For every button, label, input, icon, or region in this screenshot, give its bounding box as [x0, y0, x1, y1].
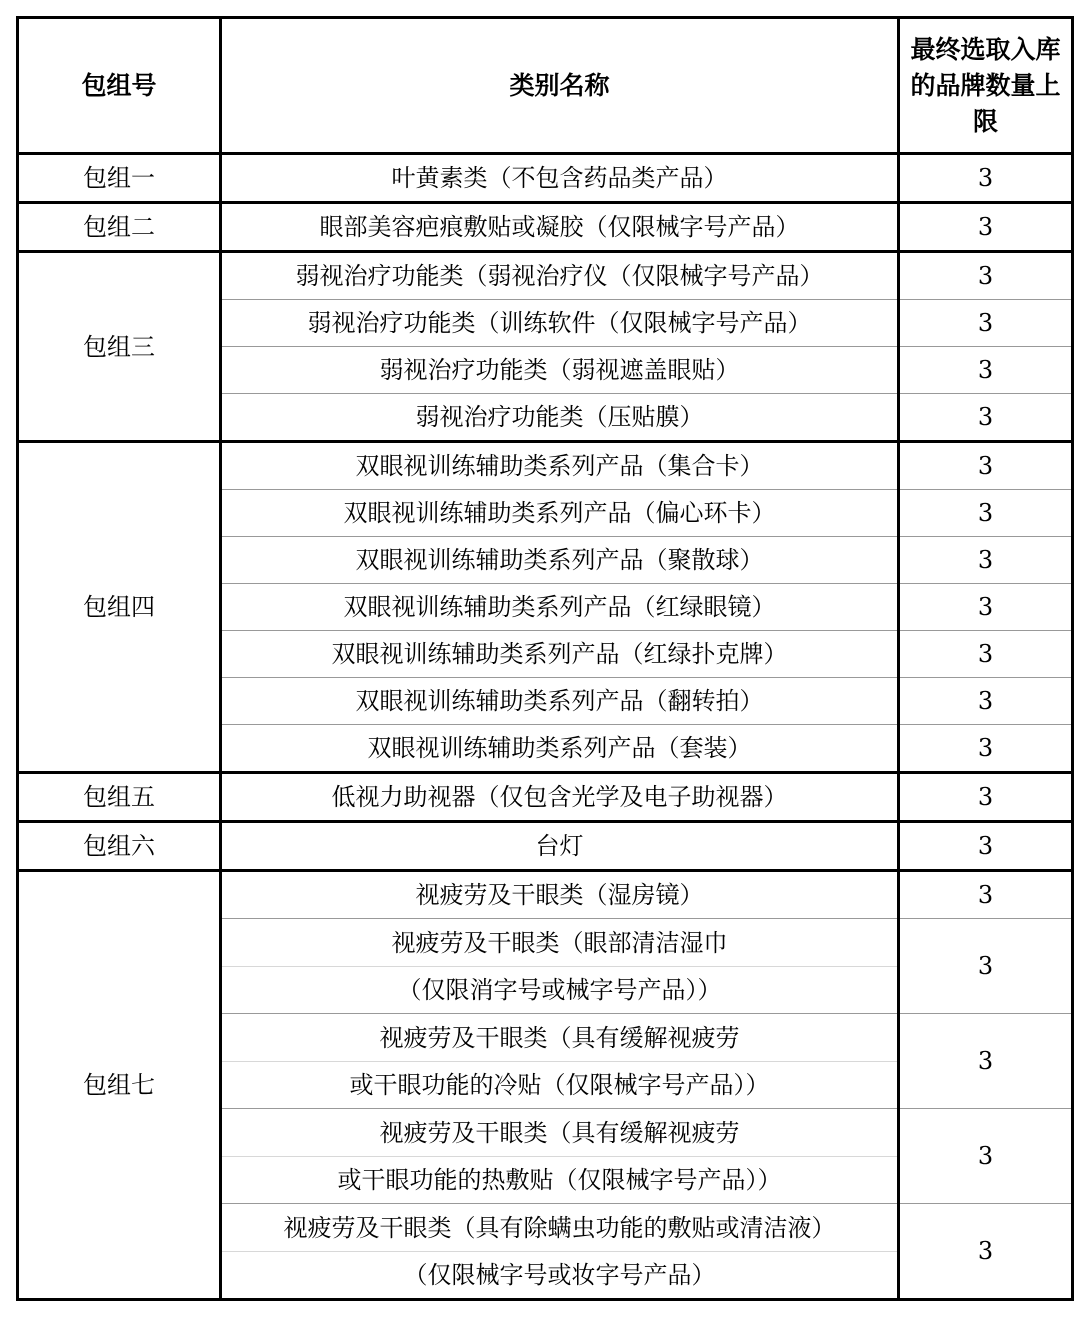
table-header: [18, 18, 1073, 154]
brand-limit-cell: 3: [899, 537, 1073, 584]
category-name-cell: [221, 252, 899, 300]
category-name-cell: [221, 1014, 899, 1109]
category-name-cell: [221, 203, 899, 252]
group-number-cell: 包组一: [18, 154, 221, 203]
brand-limit-table: [16, 16, 1074, 1301]
category-name-line: 或干眼功能的热敷贴（仅限械字号产品））: [222, 1156, 897, 1203]
category-name-line: 视疲劳及干眼类（眼部清洁湿巾: [391, 928, 728, 957]
brand-limit-cell: 3: [899, 394, 1073, 442]
brand-limit-cell: 3: [899, 490, 1073, 537]
category-name-line: 双眼视训练辅助类系列产品（红绿眼镜）: [343, 593, 776, 621]
category-name-line: 双眼视训练辅助类系列产品（偏心环卡）: [343, 499, 776, 527]
brand-limit-cell: 3: [899, 822, 1073, 871]
category-name-line: 视疲劳及干眼类（具有缓解视疲劳: [379, 1118, 740, 1147]
category-name-cell: [221, 347, 899, 394]
category-name-line: 或干眼功能的冷贴（仅限械字号产品））: [222, 1061, 897, 1108]
category-name-line: 双眼视训练辅助类系列产品（红绿扑克牌）: [331, 640, 788, 668]
category-name-line: 双眼视训练辅助类系列产品（套装）: [367, 734, 752, 762]
brand-limit-cell: 3: [899, 919, 1073, 1014]
brand-limit-cell: 3: [899, 1014, 1073, 1109]
category-name-line: 眼部美容疤痕敷贴或凝胶（仅限械字号产品）: [319, 213, 800, 241]
category-name-line: 视疲劳及干眼类（具有除螨虫功能的敷贴或清洁液）: [283, 1213, 836, 1242]
category-name-cell: [221, 919, 899, 1014]
header-brand-limit: 最终选取入库的品牌数量上限: [899, 18, 1073, 154]
table-row: [18, 154, 1073, 203]
category-name-cell: [221, 678, 899, 725]
header-group-number: 包组号: [18, 18, 221, 154]
brand-limit-cell: 3: [899, 1109, 1073, 1204]
brand-limit-cell: 3: [899, 442, 1073, 490]
category-name-line: （仅限械字号或妆字号产品）: [222, 1251, 897, 1298]
table-body: [18, 154, 1073, 1300]
brand-limit-cell: 3: [899, 252, 1073, 300]
brand-limit-cell: 3: [899, 584, 1073, 631]
table-row: [18, 871, 1073, 919]
brand-limit-cell: 3: [899, 631, 1073, 678]
table-row: [18, 252, 1073, 300]
category-name-cell: [221, 773, 899, 822]
header-category-name: 类别名称: [221, 18, 899, 154]
category-name-cell: [221, 871, 899, 919]
category-name-line: 低视力助视器（仅包含光学及电子助视器）: [331, 783, 788, 811]
group-number-cell: 包组六: [18, 822, 221, 871]
category-name-line: 视疲劳及干眼类（具有缓解视疲劳: [379, 1023, 740, 1052]
category-name-cell: [221, 442, 899, 490]
brand-limit-cell: 3: [899, 154, 1073, 203]
table-row: [18, 773, 1073, 822]
category-name-line: 台灯: [535, 832, 584, 860]
category-name-cell: [221, 584, 899, 631]
table-row: [18, 203, 1073, 252]
category-name-cell: [221, 822, 899, 871]
brand-limit-cell: 3: [899, 347, 1073, 394]
category-name-cell: [221, 300, 899, 347]
category-name-cell: [221, 154, 899, 203]
category-name-cell: [221, 1109, 899, 1204]
category-name-line: 视疲劳及干眼类（湿房镜）: [415, 881, 704, 909]
brand-limit-cell: 3: [899, 773, 1073, 822]
group-number-cell: 包组二: [18, 203, 221, 252]
table-row: [18, 442, 1073, 490]
group-number-cell: 包组七: [18, 871, 221, 1300]
category-name-cell: [221, 631, 899, 678]
brand-limit-cell: 3: [899, 300, 1073, 347]
brand-limit-cell: 3: [899, 678, 1073, 725]
brand-limit-cell: 3: [899, 871, 1073, 919]
brand-limit-cell: 3: [899, 1204, 1073, 1300]
group-number-cell: 包组四: [18, 442, 221, 773]
category-name-line: （仅限消字号或械字号产品））: [222, 966, 897, 1013]
category-name-cell: [221, 490, 899, 537]
document-page: [16, 16, 1071, 1301]
brand-limit-cell: 3: [899, 203, 1073, 252]
category-name-cell: [221, 1204, 899, 1300]
category-name-line: 叶黄素类（不包含药品类产品）: [391, 164, 728, 192]
category-name-line: 弱视治疗功能类（弱视遮盖眼贴）: [379, 356, 740, 384]
category-name-line: 弱视治疗功能类（压贴膜）: [415, 403, 704, 431]
category-name-cell: [221, 725, 899, 773]
category-name-line: 弱视治疗功能类（弱视治疗仪（仅限械字号产品）: [295, 262, 824, 290]
category-name-line: 弱视治疗功能类（训练软件（仅限械字号产品）: [307, 309, 812, 337]
category-name-cell: [221, 537, 899, 584]
category-name-cell: [221, 394, 899, 442]
table-row: [18, 822, 1073, 871]
category-name-line: 双眼视训练辅助类系列产品（集合卡）: [355, 452, 764, 480]
category-name-line: 双眼视训练辅助类系列产品（翻转拍）: [355, 687, 764, 715]
group-number-cell: 包组三: [18, 252, 221, 442]
group-number-cell: 包组五: [18, 773, 221, 822]
category-name-line: 双眼视训练辅助类系列产品（聚散球）: [355, 546, 764, 574]
brand-limit-cell: 3: [899, 725, 1073, 773]
